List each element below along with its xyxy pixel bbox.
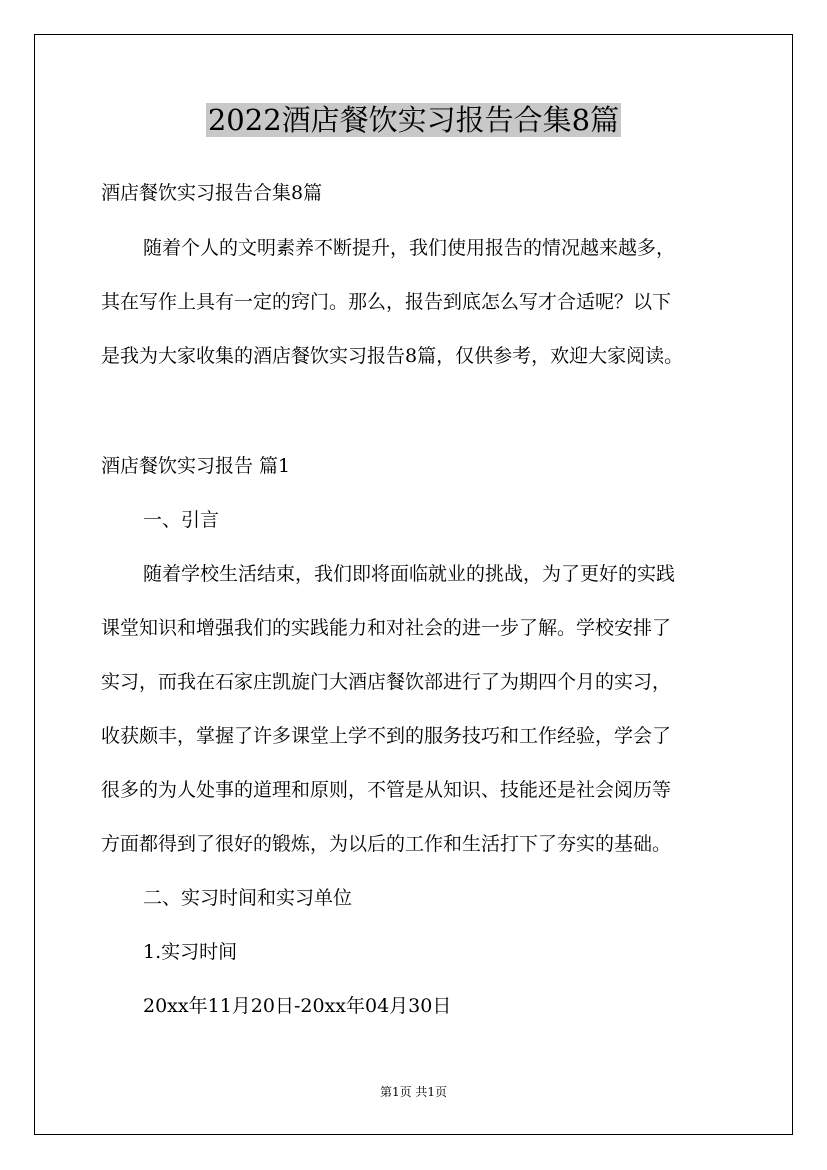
part1-line-6: 方面都得到了很好的锻炼，为以后的工作和生活打下了夯实的基础。 [101, 833, 672, 855]
intro-line-3: 是我为大家收集的酒店餐饮实习报告8篇，仅供参考，欢迎大家阅读。 [101, 345, 684, 367]
part1-line-5: 很多的为人处事的道理和原则，不管是从知识、技能还是社会阅历等 [101, 779, 672, 801]
part1-heading: 一、引言 [143, 509, 220, 531]
part1-line-2: 课堂知识和增强我们的实践能力和对社会的进一步了解。学校安排了 [101, 617, 672, 639]
part1-line-4: 收获颇丰，掌握了许多课堂上学不到的服务技巧和工作经验，学会了 [101, 725, 672, 747]
part1-line-1: 随着学校生活结束，我们即将面临就业的挑战，为了更好的实践 [143, 563, 676, 585]
document-subtitle: 酒店餐饮实习报告合集8篇 [101, 182, 323, 204]
intro-line-1: 随着个人的文明素养不断提升，我们使用报告的情况越来越多， [143, 237, 676, 259]
intro-line-2: 其在写作上具有一定的窍门。那么，报告到底怎么写才合适呢？以下 [101, 291, 672, 313]
document-title: 2022酒店餐饮实习报告合集8篇 [207, 103, 620, 137]
part1-line-3: 实习，而我在石家庄凯旋门大酒店餐饮部进行了为期四个月的实习， [101, 671, 672, 693]
sub1-heading: 1.实习时间 [143, 941, 238, 963]
part2-heading: 二、实习时间和实习单位 [143, 887, 353, 909]
page-footer: 第1页 共1页 [379, 1085, 448, 1099]
date-range: 20xx年11月20日-20xx年04月30日 [143, 995, 452, 1017]
section-heading: 酒店餐饮实习报告 篇1 [101, 455, 291, 477]
